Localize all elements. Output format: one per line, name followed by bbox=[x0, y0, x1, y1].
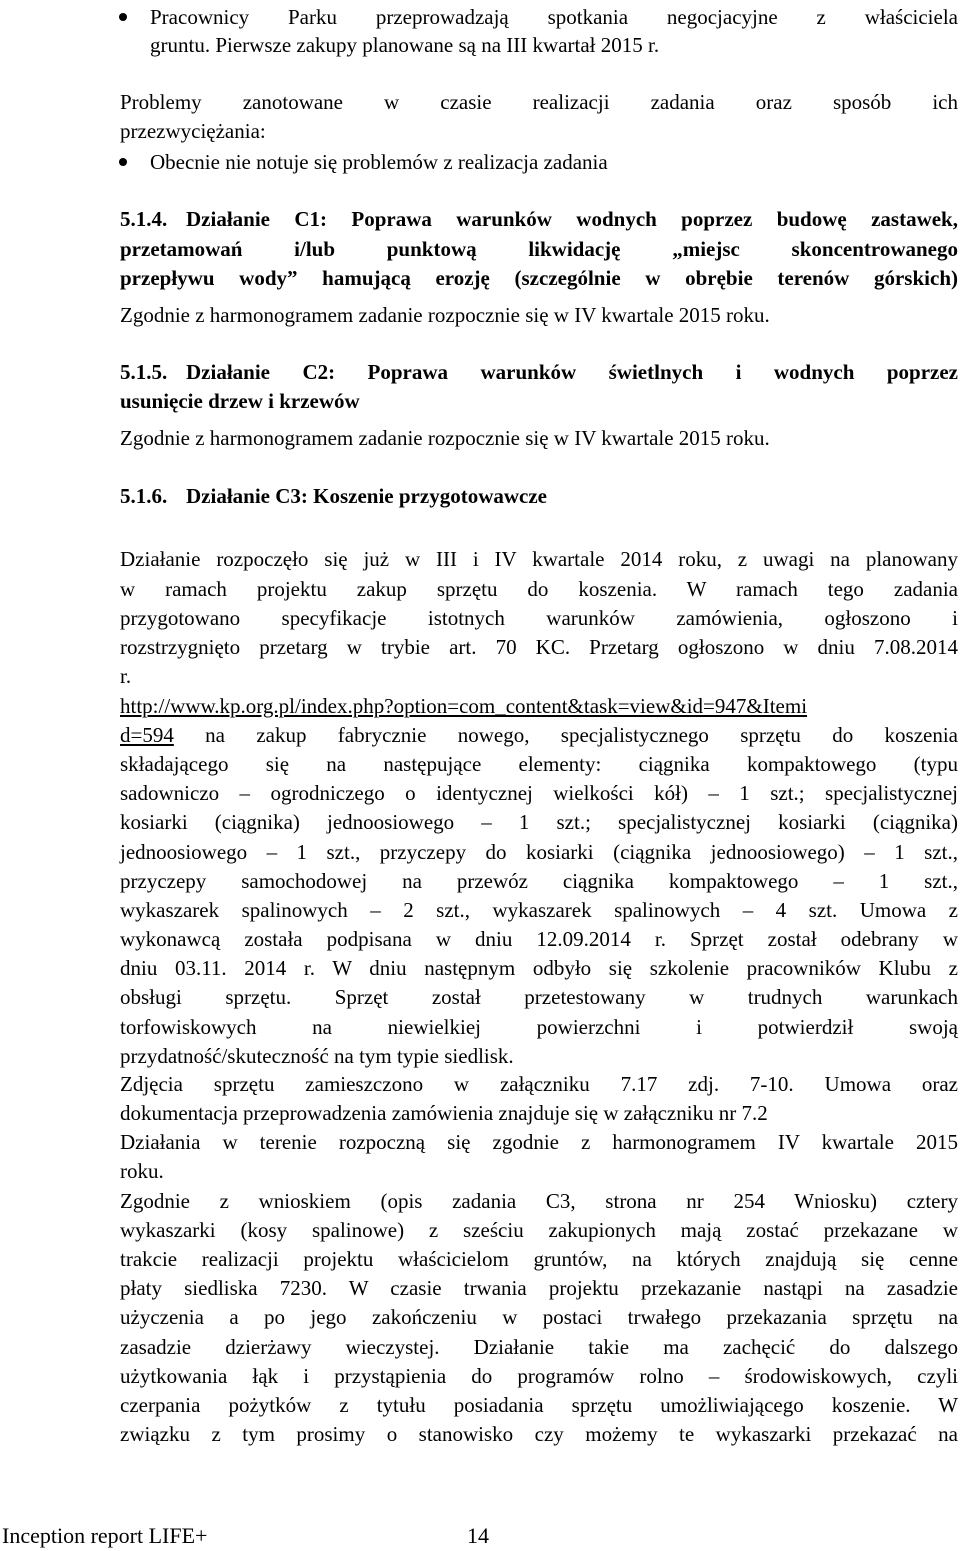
paragraph-line: Zgodnie z wnioskiem (opis zadania C3, strona nr 254 Wniosku) cztery bbox=[120, 1189, 958, 1213]
tender-link[interactable]: http://www.kp.org.pl/index.php?option=com_content&task=view&id=947&Itemi bbox=[120, 694, 808, 718]
page-number: 14 bbox=[467, 1523, 489, 1548]
bullet-text-line: gruntu. Pierwsze zakupy planowane są na III kwartał 2015 r. bbox=[150, 33, 660, 57]
paragraph-line: trakcie realizacji projektu właścicielom gruntów, na których znajdują się cenne bbox=[120, 1247, 958, 1271]
paragraph-line: przygotowano specyfikacje istotnych warunków zamówienia, ogłoszono i bbox=[120, 606, 958, 630]
paragraph-line: użytkowania łąk i przystąpienia do programów rolno – środowiskowych, czyli bbox=[120, 1364, 958, 1388]
paragraph-line: obsługi sprzętu. Sprzęt został przetestowany w trudnych warunkach bbox=[120, 985, 958, 1009]
bullet-icon bbox=[119, 13, 127, 21]
paragraph-line: sadowniczo – ogrodniczego o identycznej wielkości kół) – 1 szt.; specjalistycznej bbox=[120, 781, 958, 805]
paragraph-line: w ramach projektu zakup sprzętu do koszenia. W ramach tego zadania bbox=[120, 577, 958, 601]
paragraph-line: dokumentacja przeprowadzenia zamówienia znajduje się w załączniku nr 7.2 bbox=[120, 1101, 768, 1125]
paragraph-line: przyczepy samochodowej na przewóz ciągnika kompaktowego – 1 szt., bbox=[120, 869, 958, 893]
section-title: Działanie C3: Koszenie przygotowawcze bbox=[186, 484, 547, 508]
problems-bullet-text: Obecnie nie notuje się problemów z realizacja zadania bbox=[150, 150, 608, 174]
paragraph-line: kosiarki (ciągnika) jednoosiowego – 1 szt.; specjalistycznej kosiarki (ciągnika) bbox=[120, 810, 958, 834]
section-title: przetamowań i/lub punktową likwidację „miejsc skoncentrowanego bbox=[120, 237, 958, 261]
section-number: 5.1.4. bbox=[120, 207, 168, 231]
section-text: Zgodnie z harmonogramem zadanie rozpocznie się w IV kwartale 2015 roku. bbox=[120, 426, 770, 450]
paragraph-line: wykonawcą została podpisana w dniu 12.09.2014 r. Sprzęt został odebrany w bbox=[120, 927, 958, 951]
paragraph-line: roku. bbox=[120, 1159, 164, 1183]
paragraph-line: wykaszarki (kosy spalinowe) z sześciu zakupionych mają zostać przekazane w bbox=[120, 1218, 958, 1242]
section-number: 5.1.6. bbox=[120, 484, 168, 508]
paragraph-line: czerpania pożytków z tytułu posiadania sprzętu umożliwiającego koszenie. W bbox=[120, 1393, 958, 1417]
paragraph-line: składającego się na następujące elementy: ciągnika kompaktowego (typu bbox=[120, 752, 958, 776]
paragraph-line: r. bbox=[120, 664, 132, 688]
paragraph-line: jednoosiowego – 1 szt., przyczepy do kosiarki (ciągnika jednoosiowego) – 1 szt., bbox=[120, 840, 958, 864]
section-number: 5.1.5. bbox=[120, 360, 168, 384]
paragraph-line: Działanie rozpoczęło się już w III i IV kwartale 2014 roku, z uwagi na planowany bbox=[120, 547, 958, 571]
paragraph-line: rozstrzygnięto przetarg w trybie art. 70 KC. Przetarg ogłoszono w dniu 7.08.2014 bbox=[120, 635, 958, 659]
paragraph-line: dniu 03.11. 2014 r. W dniu następnym odbyło się szkolenie pracowników Klubu z bbox=[120, 956, 958, 980]
bullet-text-line: Pracownicy Parku przeprowadzają spotkania negocjacyjne z właściciela bbox=[150, 5, 958, 29]
paragraph-line: wykaszarek spalinowych – 2 szt., wykaszarek spalinowych – 4 szt. Umowa z bbox=[120, 898, 958, 922]
section-title: Działanie C1: Poprawa warunków wodnych poprzez budowę zastawek, bbox=[186, 207, 958, 231]
paragraph-line: użyczenia a po jego zakończeniu w postaci trwałego przekazania sprzętu na bbox=[120, 1305, 958, 1329]
paragraph-line: Zdjęcia sprzętu zamieszczono w załączniku 7.17 zdj. 7-10. Umowa oraz bbox=[120, 1072, 958, 1096]
footer-report-title: Inception report LIFE+ bbox=[2, 1523, 208, 1548]
paragraph-line: torfowiskowych na niewielkiej powierzchni i potwierdził swoją bbox=[120, 1015, 958, 1039]
paragraph-line bbox=[120, 722, 958, 748]
paragraph-line: przydatność/skuteczność na tym typie siedlisk. bbox=[120, 1044, 514, 1068]
section-title: przepływu wody” hamującą erozję (szczególnie w obrębie terenów górskich) bbox=[120, 266, 958, 290]
problems-heading-cont: przezwyciężania: bbox=[120, 119, 266, 143]
section-title: Działanie C2: Poprawa warunków świetlnych i wodnych poprzez bbox=[186, 360, 958, 384]
paragraph-line: Działania w terenie rozpoczną się zgodnie z harmonogramem IV kwartale 2015 bbox=[120, 1130, 958, 1154]
problems-heading: Problemy zanotowane w czasie realizacji zadania oraz sposób ich bbox=[120, 90, 958, 114]
section-text: Zgodnie z harmonogramem zadanie rozpocznie się w IV kwartale 2015 roku. bbox=[120, 303, 770, 327]
section-title: usunięcie drzew i krzewów bbox=[120, 389, 360, 413]
tender-link-cont[interactable]: d=594 bbox=[120, 723, 174, 747]
paragraph-text: na zakup fabrycznie nowego, specjalistycznego sprzętu do koszenia bbox=[173, 723, 958, 747]
paragraph-line: związku z tym prosimy o stanowisko czy możemy te wykaszarki przekazać na bbox=[120, 1422, 958, 1446]
paragraph-line: zasadzie dzierżawy wieczystej. Działanie takie ma zachęcić do dalszego bbox=[120, 1335, 958, 1359]
paragraph-line: płaty siedliska 7230. W czasie trwania projektu przekazanie nastąpi na zasadzie bbox=[120, 1276, 958, 1300]
bullet-icon bbox=[119, 158, 127, 166]
